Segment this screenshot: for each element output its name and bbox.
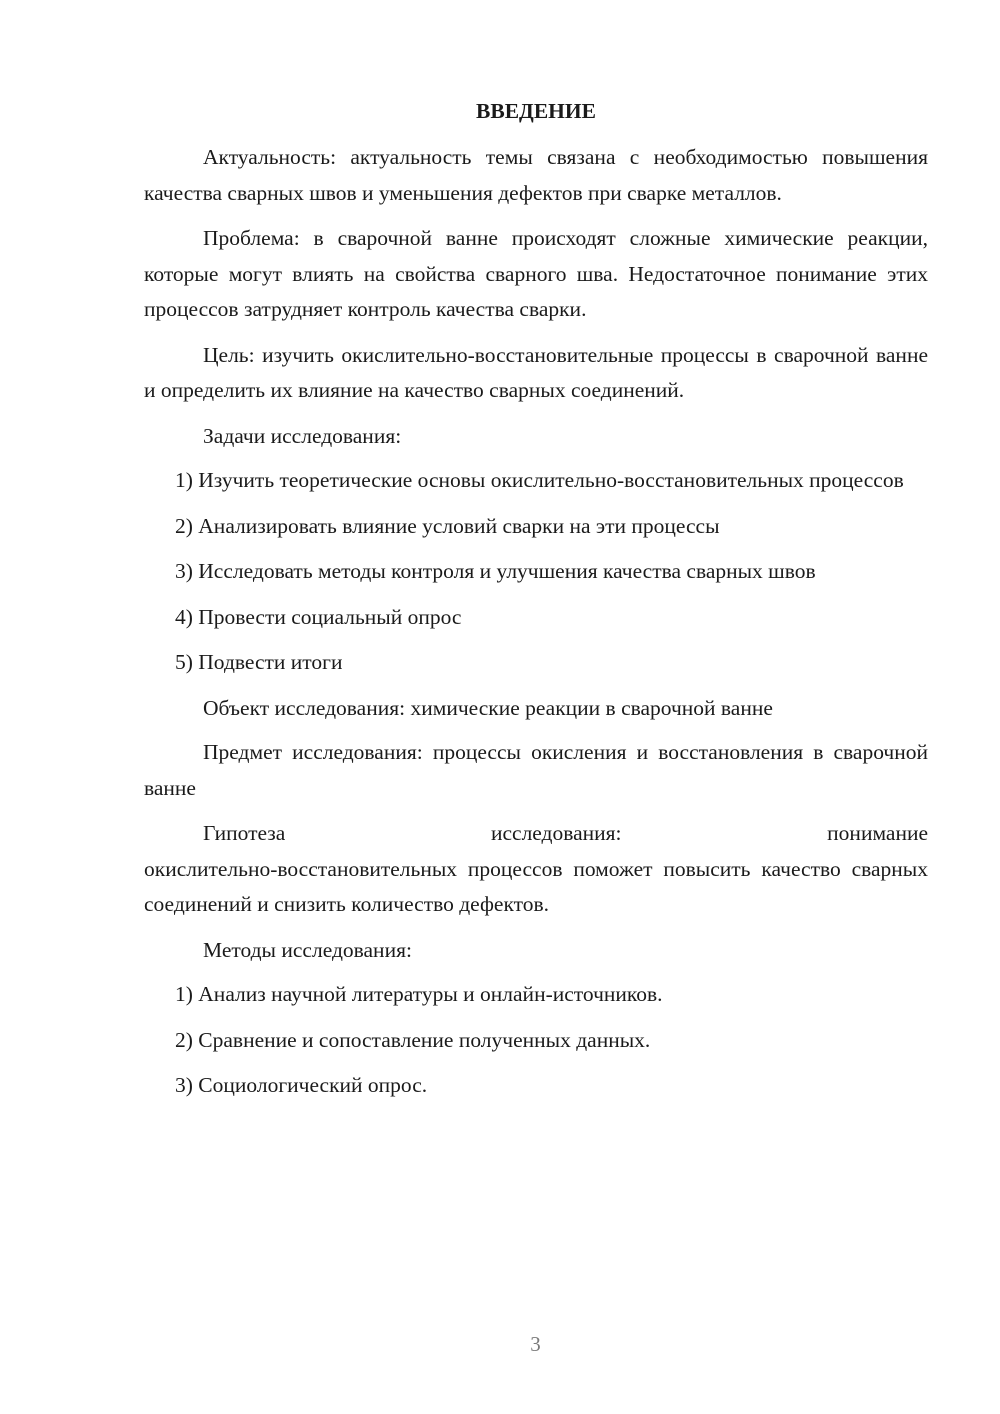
hypothesis-first-line: Гипотеза исследования: понимание (203, 821, 928, 845)
section-heading: ВВЕДЕНИЕ (476, 99, 596, 123)
problem-paragraph: Проблема: в сварочной ванне происходят сложные химические реакции, которые могут влиять на свойства сварного шва. Недостаточное понимание этих процессов затрудняет контроль качества сварки. (144, 226, 928, 321)
document-page (144, 96, 928, 1114)
subject-paragraph: Предмет исследования: процессы окисления и восстановления в сварочной ванне (144, 740, 928, 800)
goal-paragraph: Цель: изучить окислительно-восстановительные процессы в сварочной ванне и определить их влияние на качество сварных соединений. (144, 342, 928, 402)
task-item-3: 3) Исследовать методы контроля и улучшения качества сварных швов (175, 559, 816, 583)
task-item-2: 2) Анализировать влияние условий сварки на эти процессы (175, 513, 720, 538)
task-item-5: 5) Подвести итоги (175, 650, 343, 674)
tasks-title: Задачи исследования: (203, 423, 402, 448)
hypothesis-continuation: окислительно-восстановительных процессов поможет повысить качество сварных соединений и снизить количество дефектов. (144, 856, 928, 916)
hypothesis-paragraph (144, 816, 928, 923)
task-item-4: 4) Провести социальный опрос (175, 604, 462, 629)
method-item-2: 2) Сравнение и сопоставление полученных данных. (175, 1027, 651, 1052)
object-paragraph: Объект исследования: химические реакции в сварочной ванне (203, 695, 773, 720)
task-item-1: 1) Изучить теоретические основы окислительно-восстановительных процессов (175, 468, 904, 492)
page-number: 3 (530, 1332, 541, 1356)
relevance-paragraph: Актуальность: актуальность темы связана с необходимостью повышения качества сварных швов и уменьшения дефектов при сварке металлов. (144, 145, 928, 205)
methods-title: Методы исследования: (203, 937, 412, 962)
method-item-1: 1) Анализ научной литературы и онлайн-источников. (175, 982, 663, 1006)
method-item-3: 3) Социологический опрос. (175, 1073, 428, 1097)
